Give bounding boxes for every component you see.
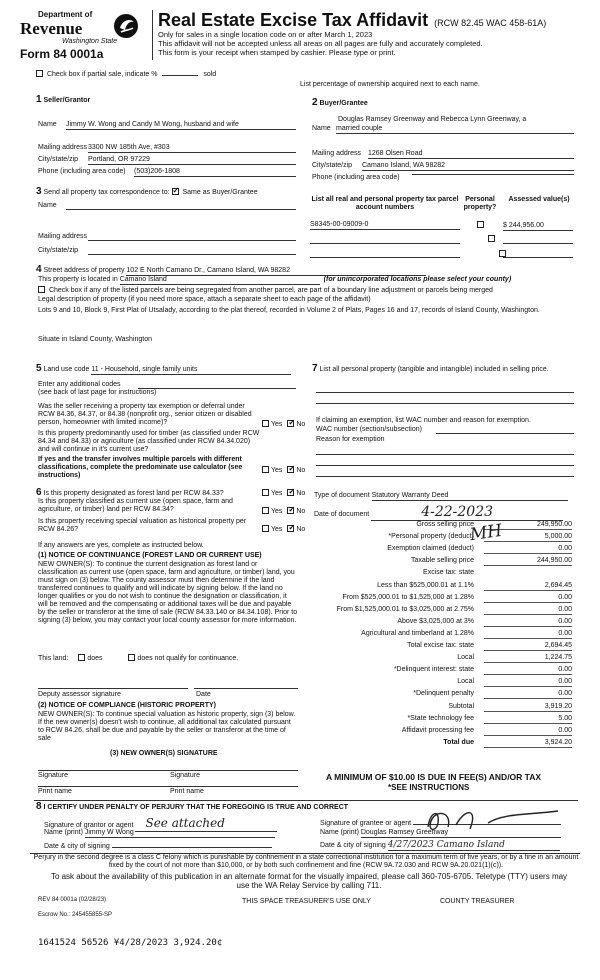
exemption-no-checkbox[interactable] xyxy=(287,420,294,427)
does-not-label: does not qualify for continuance. xyxy=(137,655,239,662)
seller-heading xyxy=(36,94,90,106)
fee-row xyxy=(310,654,572,664)
ownership-note: List percentage of ownership acquired next to each name. xyxy=(300,81,480,88)
doc-date-row xyxy=(314,504,574,521)
yes-label: Yes xyxy=(271,421,283,428)
fee-amount[interactable]: 0.00 xyxy=(484,727,572,736)
exemption-question: Was the seller receiving a property tax exemption or deferral under RCW 84.36, 84.37, or 84.38 (nonprofit org., senior citizen or disabled person, homeowner with limited income)? xyxy=(38,403,252,427)
fee-label: Total excise tax: state xyxy=(407,642,474,649)
grantor-date-field[interactable] xyxy=(112,840,272,848)
fee-label: Local xyxy=(457,654,474,662)
property-located-label: This property is located in xyxy=(38,276,118,283)
personal-property-label xyxy=(312,363,574,375)
owner-sig-line-1[interactable] xyxy=(38,770,298,771)
fee-row xyxy=(310,594,572,604)
exemption-yes-no xyxy=(262,420,305,429)
fee-row xyxy=(310,715,572,725)
wac-label: WAC number (section/subsection) xyxy=(316,426,422,433)
seller-mail-row xyxy=(38,144,296,152)
property-num: 4 xyxy=(36,264,42,275)
buyer-city-row xyxy=(312,162,574,170)
fee-amount[interactable]: 0.00 xyxy=(484,545,572,554)
notice3-title: (3) NEW OWNER(S) SIGNATURE xyxy=(110,750,218,757)
timber-question: Is this property predominantly used for timber (as classified under RCW 84.34 and 84.33) or agriculture (as classified under RCW 84.34.020) and will continue in it's current use? xyxy=(38,430,260,454)
fee-amount[interactable]: 0.00 xyxy=(484,594,572,603)
header-note-3: This form is your receipt when stamped by cashier. Please type or print. xyxy=(158,48,396,57)
fee-label: From $525,000.01 to $1,525,000 at 1.28% xyxy=(342,593,474,601)
buyer-heading xyxy=(312,97,368,109)
seller-phone-field[interactable]: (503)206-1808 xyxy=(134,168,296,177)
dor-logo xyxy=(20,10,150,60)
parcel-col-personal: Personal property? xyxy=(463,196,497,212)
yes-label: Yes xyxy=(271,526,283,533)
title-text: Real Estate Excise Tax Affidavit xyxy=(158,10,429,30)
seller-name-field[interactable]: Jimmy W. Wong and Candy M Wong, husband and wife xyxy=(66,121,296,130)
parcel-number-3[interactable] xyxy=(310,249,460,258)
see-instructions: *SEE INSTRUCTIONS xyxy=(388,783,470,792)
fee-initials: MH xyxy=(468,520,504,546)
wac-field[interactable] xyxy=(436,426,574,434)
fee-amount[interactable]: 5.00 xyxy=(484,715,572,724)
buyer-heading-text: Buyer/Grantee xyxy=(319,100,368,107)
property-located-row xyxy=(38,276,511,285)
legal-description[interactable]: Lots 9 and 10, Block 9, First Plat of Utsalady, according to the plat thereof, recorded in Volume 2 of Plats, Pages 16 and 17, records of Island County, Washington. xyxy=(38,307,540,314)
grantee-date-field[interactable]: 4/27/2023 Camano Island xyxy=(388,840,560,851)
forest-q1-yes-checkbox[interactable] xyxy=(262,489,269,496)
forest-q1-yes-no xyxy=(262,489,305,498)
notice2-title: (2) NOTICE OF COMPLIANCE (HISTORIC PROPERTY) xyxy=(38,702,216,709)
forest-q1-no-checkbox[interactable] xyxy=(287,489,294,496)
same-as-buyer-checkbox[interactable] xyxy=(172,188,179,195)
grantee-name-field[interactable]: Douglas Ramsey Greenway xyxy=(361,829,561,838)
minimum-due: A MINIMUM OF $10.00 IS DUE IN FEE(S) AND/OR TAX xyxy=(326,772,542,782)
notice1-title: (1) NOTICE OF CONTINUANCE (FOREST LAND OR CURRENT USE) xyxy=(38,552,262,559)
exemption-claim-text: If claiming an exemption, list WAC number and reason for exemption. xyxy=(316,417,531,424)
forest-q2-no-checkbox[interactable] xyxy=(287,507,294,514)
does-label: does xyxy=(87,655,103,662)
revenue-word: Revenue xyxy=(20,19,83,38)
grantee-name-label: Name (print) xyxy=(320,829,359,836)
buyer-city-label: City/state/zip xyxy=(312,162,353,169)
segregated-checkbox[interactable] xyxy=(38,286,45,293)
buyer-name-line-1[interactable]: Douglas Ramsey Greenway and Rebecca Lynn Greenway, a xyxy=(338,116,527,123)
forest-num: 6 xyxy=(36,487,42,498)
unincorporated-note: (for unincorporated locations please select your county) xyxy=(323,276,512,283)
fee-amount[interactable]: 0.00 xyxy=(484,678,572,687)
forest-q1 xyxy=(36,487,260,499)
forest-q3: Is this property receiving special valuation as historical property per RCW 84.26? xyxy=(38,518,247,534)
parcel-value-1[interactable]: $ 244,956.00 xyxy=(503,222,573,231)
parcel-number-2[interactable] xyxy=(310,235,460,244)
certify-num: 8 xyxy=(36,801,42,812)
corr-mail-label: Mailing address xyxy=(38,233,88,240)
seller-name-row xyxy=(38,121,296,129)
grantor-signature[interactable]: See attached xyxy=(135,817,277,832)
grantor-sig-label: Signature of grantor or agent xyxy=(44,822,134,829)
fee-amount[interactable]: 0.00 xyxy=(484,690,572,699)
rev-code: REV 84 0001a (02/28/23) xyxy=(38,897,107,903)
fee-row xyxy=(310,642,572,652)
reason-line-3[interactable] xyxy=(316,476,574,477)
seller-phone-label: Phone (including area code) xyxy=(38,168,126,175)
buyer-name-label: Name xyxy=(312,125,331,132)
segregated-row xyxy=(38,286,578,295)
fee-label: Local xyxy=(457,678,474,686)
parcel-personal-checkbox-1[interactable] xyxy=(477,221,484,228)
deputy-date-label: Date xyxy=(196,691,211,698)
parcel-number-1[interactable]: S8345-00-09009-0 xyxy=(310,221,460,230)
correspondence-text: Send all property tax correspondence to: xyxy=(43,189,170,196)
property-street-field[interactable]: 102 E North Camano Dr., Camano Island, WA 98282 xyxy=(126,267,426,276)
owner-sig-label-1: Signature xyxy=(38,772,68,779)
additional-codes-label: Enter any additional codes xyxy=(38,381,121,388)
situate-text[interactable]: Situate in Island County, Washington xyxy=(38,336,153,343)
fee-label: From $1,525,000.01 to $3,025,000 at 2.75% xyxy=(336,605,474,613)
fee-amount[interactable]: 2,694.45 xyxy=(484,642,572,651)
fee-label: *Delinquent penalty xyxy=(413,690,474,698)
grantor-name-row xyxy=(44,829,294,838)
buyer-name-field[interactable]: married couple xyxy=(336,125,574,134)
corr-city-label: City/state/zip xyxy=(38,247,79,254)
property-street-label: Street address of property xyxy=(43,267,125,274)
predominate-question: If yes and the transfer involves multiple parcels with different classifications, complete the predominate use calculator (see instructions) xyxy=(38,456,243,480)
partial-sale-label: Check box if partial sale, indicate % xyxy=(46,71,158,78)
partial-sale-row xyxy=(36,70,216,79)
buyer-mail-field[interactable]: 1268 Olsen Road xyxy=(368,150,574,159)
exemption-yes-checkbox[interactable] xyxy=(262,420,269,427)
forest-q2: Is this property classified as current use (open space, farm and agriculture, or timber) land per RCW 84.34? xyxy=(38,498,233,514)
land-use-num: 5 xyxy=(36,363,42,374)
forest-q3-yes-checkbox[interactable] xyxy=(262,525,269,532)
segregated-label: Check box if any of the listed parcels are being segregated from another parcel, are part of a boundary line adjustment or parcels being merged xyxy=(48,287,493,294)
this-land-label: This land: xyxy=(38,655,69,662)
fee-row xyxy=(310,727,572,737)
buyer-phone-row xyxy=(312,174,574,182)
parcel-value-2[interactable] xyxy=(503,235,573,244)
fee-amount[interactable]: 0.00 xyxy=(484,666,572,675)
fee-label: Excise tax: state xyxy=(423,569,474,577)
fee-amount[interactable]: 0.00 xyxy=(484,630,572,639)
forest-q1-text: Is this property designated as forest land per RCW 84.33? xyxy=(43,490,224,497)
timber-yes-no xyxy=(262,466,305,475)
fee-row xyxy=(310,618,572,628)
parcel-col-numbers: List all real and personal property tax parcel account numbers xyxy=(311,196,459,212)
notice2-text: NEW OWNER(S): To continue special valuation as historic property, sign (3) below. If the new owner(s) doesn't wish to continue, all additional tax calculated pursuant to RCW 84.26, shall be due and payable by the seller or transferor at the time of sale xyxy=(38,711,296,743)
buyer-mail-row xyxy=(312,150,574,158)
partial-sale-sold: sold xyxy=(203,71,217,78)
grantee-date-label: Date & city of signing xyxy=(320,842,386,849)
fee-row xyxy=(310,703,572,713)
fee-amount[interactable]: 3,919.20 xyxy=(484,703,572,712)
land-use-row xyxy=(36,363,298,375)
buyer-phone-label: Phone (including area code) xyxy=(312,174,400,181)
parcel-personal-checkbox-2[interactable] xyxy=(488,235,495,242)
fee-row xyxy=(310,533,572,543)
grantor-name-label: Name (print) xyxy=(44,829,83,836)
corr-name-field[interactable] xyxy=(66,202,296,210)
doc-date-label: Date of document xyxy=(314,511,370,518)
fee-label: Exemption claimed (deduct) xyxy=(387,545,474,553)
certify-heading xyxy=(36,801,348,813)
seller-num: 1 xyxy=(36,94,42,105)
partial-sale-checkbox[interactable] xyxy=(36,70,43,77)
additional-codes-sub: (see back of last page for instructions) xyxy=(38,389,157,397)
personal-property-text: List all personal property (tangible and intangible) included in selling price. xyxy=(319,366,549,373)
fee-row xyxy=(310,666,572,676)
fee-label: Gross selling price xyxy=(416,521,474,528)
parcel-col-assessed: Assessed value(s) xyxy=(508,196,570,203)
parcel-value-3[interactable] xyxy=(503,249,573,258)
reason-line-2[interactable] xyxy=(316,465,574,466)
treasurer-use: THIS SPACE TREASURER'S USE ONLY xyxy=(242,898,371,905)
no-label: No xyxy=(296,490,306,497)
perjury-text: Perjury in the second degree is a class C felony which is punishable by confinement in a state correctional institution for a maximum term of five years, or by a fine in an amount fixed by the court of not more than $10,000, or by both such confinement and fine (RCW 9A.72.030 and RCW 9A.20.021(1)(c)). xyxy=(33,854,579,870)
land-does-not-checkbox[interactable] xyxy=(128,654,135,661)
grantee-sig-label: Signature of grantee or agent xyxy=(320,820,412,827)
corr-name-label: Name xyxy=(38,202,57,209)
no-label: No xyxy=(296,467,306,474)
header-note-2: This affidavit will not be accepted unless all areas on all pages are fully and accurately completed. xyxy=(158,39,483,48)
seller-city-row xyxy=(38,156,296,164)
correspondence-row xyxy=(36,186,258,198)
buyer-name-row xyxy=(312,125,574,133)
grantor-date-label: Date & city of signing xyxy=(44,843,110,850)
reason-line-1[interactable] xyxy=(316,454,574,455)
no-label: No xyxy=(296,526,306,533)
yes-label: Yes xyxy=(271,508,283,515)
fee-row xyxy=(310,678,572,688)
owner-print-line[interactable] xyxy=(38,786,298,787)
buyer-phone-field[interactable] xyxy=(412,174,574,175)
deputy-sig-line[interactable] xyxy=(38,688,188,689)
fee-row xyxy=(310,545,572,555)
seller-heading-text: Seller/Grantor xyxy=(43,97,91,104)
corr-city-row xyxy=(38,247,296,255)
correspondence-num: 3 xyxy=(36,186,42,197)
seller-city-field[interactable]: Portland, OR 97229 xyxy=(88,156,296,165)
seller-city-label: City/state/zip xyxy=(38,156,79,163)
fee-label: Above $3,025,000 at 3% xyxy=(397,617,474,625)
doc-type-row xyxy=(314,492,574,501)
personal-property-line-2[interactable] xyxy=(316,403,574,404)
fee-amount[interactable]: 244,950.00 xyxy=(484,557,572,566)
no-label: No xyxy=(296,421,306,428)
fee-amount[interactable]: 0.00 xyxy=(484,606,572,615)
accessibility-text: To ask about the availability of this publication in an alternate format for the visually impaired, please call 360-705-6705. Teletype (TTY) users may use the WA Relay Service by calling 711. xyxy=(50,872,568,891)
seller-name-label: Name xyxy=(38,121,57,128)
forest-q2-yes-no xyxy=(262,507,305,516)
personal-property-line-1[interactable] xyxy=(316,392,574,393)
forest-q2-yes-checkbox[interactable] xyxy=(262,507,269,514)
fee-row xyxy=(310,606,572,616)
timber-yes-checkbox[interactable] xyxy=(262,466,269,473)
corr-name-row xyxy=(38,202,296,210)
fee-label: Affidavit processing fee xyxy=(401,726,474,734)
buyer-city-field[interactable]: Camano Island, WA 98282 xyxy=(362,162,574,171)
corr-mail-field[interactable] xyxy=(88,233,296,241)
buyer-mail-label: Mailing address xyxy=(312,150,362,157)
rcw-text: (RCW 82.45 WAC 458-61A) xyxy=(434,18,547,28)
doc-type-label: Type of document xyxy=(314,492,370,499)
seller-phone-row xyxy=(38,168,296,176)
forest-q3-no-checkbox[interactable] xyxy=(287,525,294,532)
buyer-num: 2 xyxy=(312,97,318,108)
corr-city-field[interactable] xyxy=(88,247,296,255)
fee-amount[interactable]: 249,950.00 xyxy=(484,521,572,530)
dor-emblem-icon xyxy=(112,12,140,40)
fee-label: *Personal property (deduct) xyxy=(388,533,474,541)
receipt-stamp: 1641524 56526 ¥4/28/2023 3,924.20¢ xyxy=(38,938,223,948)
fee-label: *Delinquent interest: state xyxy=(393,666,474,674)
fee-label: Less than $525,000.01 at 1.1% xyxy=(377,581,474,589)
county-treasurer: COUNTY TREASURER xyxy=(440,898,515,905)
timber-no-checkbox[interactable] xyxy=(287,466,294,473)
fee-row xyxy=(310,582,572,592)
deputy-date-line[interactable] xyxy=(194,688,298,689)
header-divider xyxy=(152,10,153,60)
fee-amount[interactable]: 3,924.20 xyxy=(484,739,572,748)
fee-label: Agricultural and timberland at 1.28% xyxy=(361,629,474,637)
fee-amount[interactable]: 1,224.75 xyxy=(484,654,572,663)
fee-row xyxy=(310,557,572,567)
dept-line: Department of xyxy=(38,10,93,19)
fee-amount[interactable]: 2,694.45 xyxy=(484,582,572,591)
owner-print-label-1: Print name xyxy=(38,788,72,795)
property-street-row xyxy=(36,264,426,276)
no-label: No xyxy=(296,508,306,515)
seller-mail-field[interactable]: 3300 NW 185th Ave, #303 xyxy=(88,144,296,153)
form-title xyxy=(158,10,546,31)
certify-text: I CERTIFY UNDER PENALTY OF PERJURY THAT THE FOREGOING IS TRUE AND CORRECT xyxy=(43,804,349,811)
seller-mail-label: Mailing address xyxy=(38,144,88,151)
forest-if-yes: If any answers are yes, complete as instructed below. xyxy=(38,542,204,549)
fee-label: *State technology fee xyxy=(407,714,474,722)
owner-sig-label-2: Signature xyxy=(170,772,200,779)
additional-codes-field[interactable] xyxy=(138,381,296,389)
wac-row xyxy=(316,426,574,434)
same-as-buyer-label: Same as Buyer/Grantee xyxy=(182,189,258,196)
property-located-field[interactable]: Camano Island xyxy=(120,276,320,285)
fee-row xyxy=(310,569,572,579)
partial-sale-percent[interactable] xyxy=(162,75,198,76)
fee-row xyxy=(310,630,572,640)
fee-label: Taxable selling price xyxy=(410,557,474,565)
additional-codes xyxy=(38,381,300,397)
grantor-name-field[interactable]: Jimmy W Wong xyxy=(85,829,275,838)
owner-print-label-2: Print name xyxy=(170,788,204,795)
land-use-label: Land use code xyxy=(43,366,90,373)
fee-row xyxy=(310,521,572,531)
personal-property-num: 7 xyxy=(312,363,318,374)
yes-label: Yes xyxy=(271,467,283,474)
header-note-1: Only for sales in a single location code on or after March 1, 2023 xyxy=(158,30,373,39)
doc-date-field[interactable]: 4-22-2023 xyxy=(371,504,563,521)
grantor-date-row xyxy=(44,840,294,851)
fee-amount[interactable]: 0.00 xyxy=(484,618,572,627)
fee-label: Total due xyxy=(443,738,474,746)
form-number: Form 84 0001a xyxy=(20,47,104,61)
corr-mail-row xyxy=(38,233,296,241)
deputy-label: Deputy assessor signature xyxy=(38,691,121,698)
state-word: Washington State xyxy=(62,38,118,45)
forest-q3-yes-no xyxy=(262,525,305,534)
grantee-name-row xyxy=(320,829,578,838)
legal-label: Legal description of property (if you need more space, attach a separate sheet to each page of the affidavit) xyxy=(38,296,371,303)
fee-label: Subtotal xyxy=(448,702,474,710)
yes-label: Yes xyxy=(271,490,283,497)
fee-row xyxy=(310,690,572,700)
doc-type-field[interactable]: Statutory Warranty Deed xyxy=(372,492,568,501)
land-does-checkbox[interactable] xyxy=(78,654,85,661)
grantee-date-row xyxy=(320,840,578,851)
escrow-number: Escrow No.: 245455855-SP xyxy=(38,912,113,918)
notice1-text: NEW OWNER(S): To continue the current designation as forest land or classification as current use (open space, farm and agriculture, or timber) land, you must sign on (3) below. The county assessor must then determine if the land transferred continues to qualify and will indicate by signing below. If the land no longer qualifies or you do not wish to continue the designation or classification, it will be removed and the compensating or additional taxes will be due and payable by the seller or transferor at the time of sale (RCW 84.33.140 or 84.34.108). Prior to signing (3) below, you may contact your local county assessor for more information. xyxy=(38,561,298,625)
fee-amount[interactable]: 5,000.00 xyxy=(484,533,572,542)
land-use-field[interactable]: 11 - Household, single family units xyxy=(91,366,291,375)
this-land-row xyxy=(38,654,238,663)
fee-row xyxy=(310,739,572,749)
reason-label: Reason for exemption xyxy=(316,436,385,443)
